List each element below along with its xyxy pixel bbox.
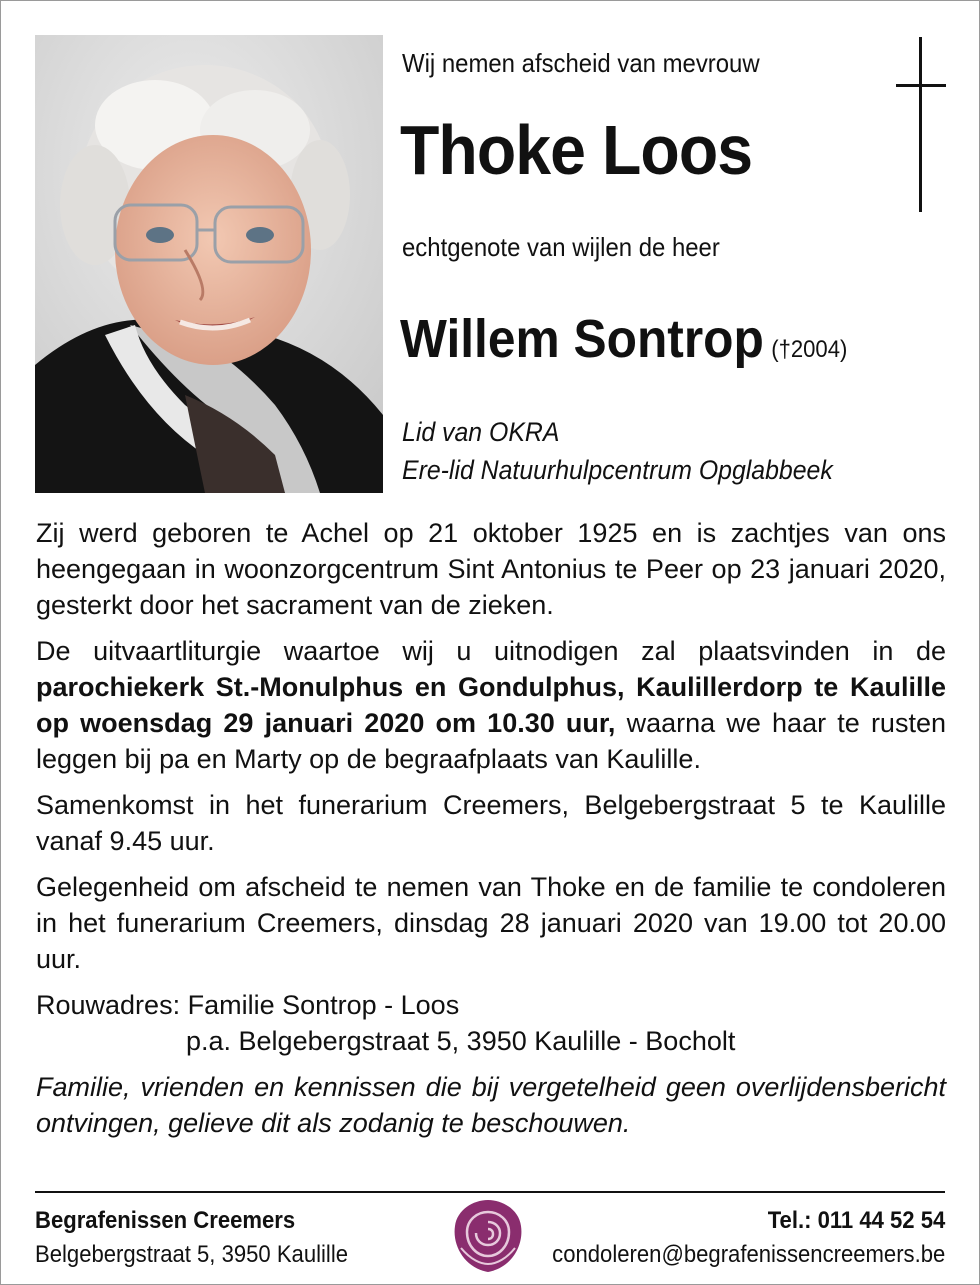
funeral-location-time: parochiekerk St.-Monulphus en Gondulphus, Kaulillerdorp te Kaulille op woensdag 29 januari 2020 om 10.30 uur,	[36, 672, 946, 738]
email-address: condoleren@begrafenissencreemers.be	[551, 1241, 945, 1268]
cross-icon	[896, 37, 946, 212]
funeral-home-info	[35, 1204, 348, 1272]
footer-divider	[35, 1191, 945, 1193]
gathering-paragraph: Samenkomst in het funerarium Creemers, Belgebergstraat 5 te Kaulille vanaf 9.45 uur.	[36, 790, 946, 856]
funeral-home-name: Begrafenissen Creemers	[35, 1207, 296, 1234]
membership-item: Ere-lid Natuurhulpcentrum Opglabbeek	[402, 455, 833, 485]
rose-icon	[451, 1198, 525, 1274]
spouse-line	[400, 308, 847, 370]
address-line-2: p.a. Belgebergstraat 5, 3950 Kaulille - Bocholt	[186, 1026, 736, 1056]
visitation-paragraph: Gelegenheid om afscheid te nemen van Thoke en de familie te condoleren in het funerarium Creemers, dinsdag 28 januari 2020 van 19.00 tot 20.00 uur.	[36, 872, 946, 974]
funeral-text-start: De uitvaartliturgie waartoe wij u uitnodigen zal plaatsvinden in de	[36, 636, 946, 666]
spouse-death-year: (†2004)	[771, 336, 848, 363]
intro-text: Wij nemen afscheid van mevrouw	[402, 48, 760, 78]
funeral-home-address: Belgebergstraat 5, 3950 Kaulille	[35, 1241, 349, 1268]
address-line-1: Rouwadres: Familie Sontrop - Loos	[36, 990, 460, 1020]
announcement-body	[36, 515, 946, 1151]
deceased-name: Thoke Loos	[400, 111, 753, 189]
mourning-address	[36, 987, 946, 1059]
funeral-text-end: waarna we haar te rusten leggen bij pa en Marty op de begraafplaats van Kaulille.	[36, 708, 946, 774]
birth-death-paragraph: Zij werd geboren te Achel op 21 oktober 1925 en is zachtjes van ons heengegaan in woonzorgcentrum Sint Antonius te Peer op 23 januari 2020, gesterkt door het sacrament van de zieken.	[36, 518, 946, 620]
funeral-paragraph	[36, 633, 946, 777]
membership-item: Lid van OKRA	[402, 417, 560, 447]
notice-note: Familie, vrienden en kennissen die bij vergetelheid geen overlijdensbericht ontvingen, gelieve dit als zodanig te beschouwen.	[36, 1072, 946, 1138]
spouse-intro-text: echtgenote van wijlen de heer	[402, 232, 720, 262]
contact-info	[552, 1204, 945, 1272]
memberships	[402, 413, 833, 489]
portrait-photo	[35, 35, 383, 493]
spouse-name: Willem Sontrop	[400, 309, 764, 369]
phone-number: Tel.: 011 44 52 54	[767, 1207, 945, 1234]
